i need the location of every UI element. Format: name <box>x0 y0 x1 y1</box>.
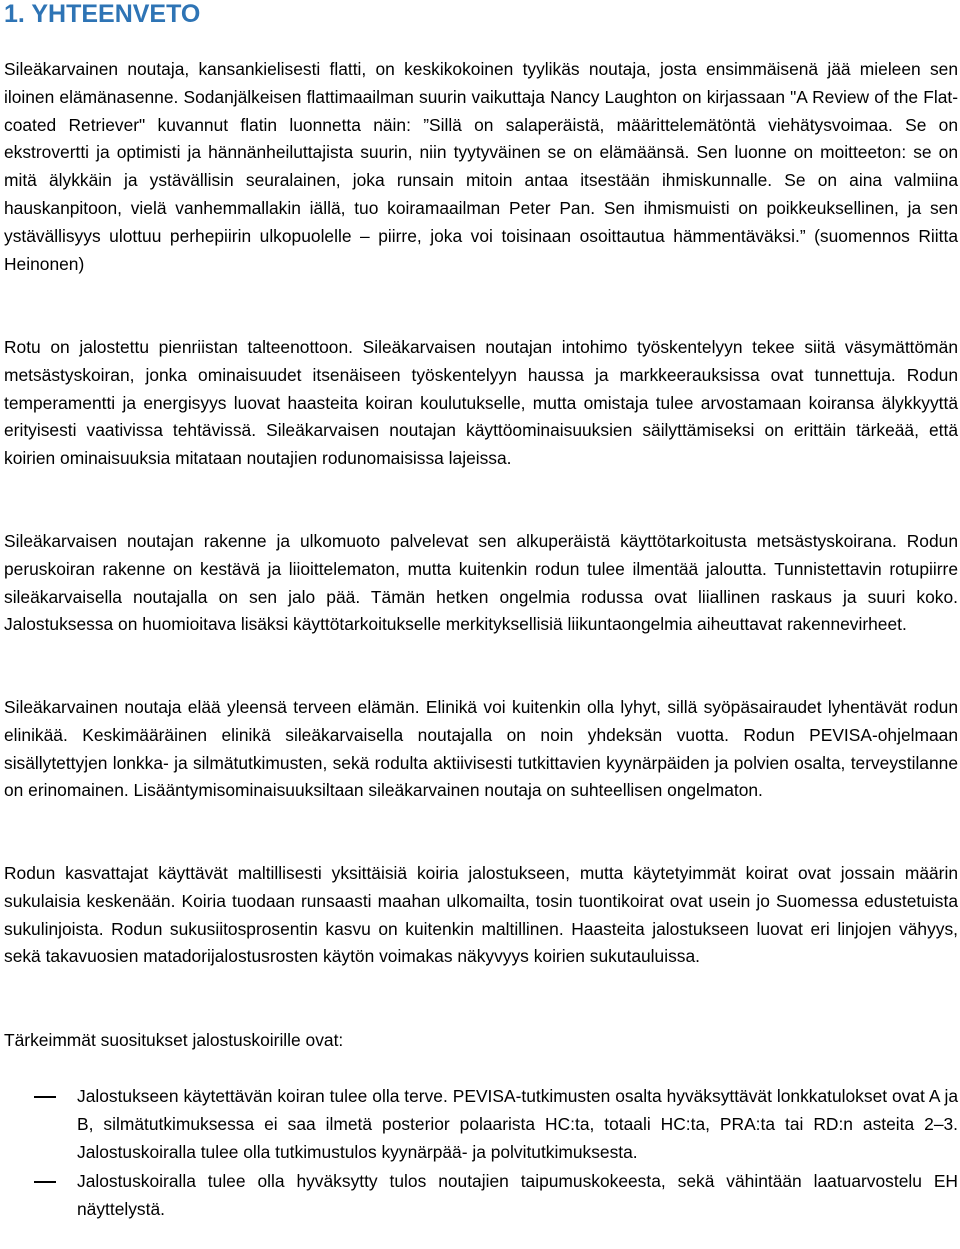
paragraph-temperament: Sileäkarvainen noutaja, kansankielisesti flatti, on keskikokoinen tyylikäs noutaja, josta ensimmäisenä jää mieleen sen iloinen elämänasenne. Sodanjälkeisen flattimaailman suurin vaikuttaja Nancy Laughton on kirjassaan "A Review of the Flat-coated Retriever" kuvannut flatin luonnetta näin: ”Sillä on salaperäistä, määrittelemätöntä viehätysvoimaa. Se on ekstrovertti ja optimisti ja hännänheiluttajista suurin, niin tyytyväinen se on elämäänsä. Sen luonne on moitteeton: se on mitä älykkäin ja ystävällisin seuralainen, joka runsain mitoin antaa itsestään ihmiskunnalle. Se on aina valmiina hauskanpitoon, vielä vanhemmallakin iällä, tuo koiramaailman Peter Pan. Sen ihmismuisti on poikkeuksellinen, ja sen ystävällisyys ulottuu perhepiirin ulkopuolelle – piirre, joka voi toisinaan osoittautua hämmentäväksi.” (suomennos Riitta Heinonen) <box>4 59 958 274</box>
list-item-text: Jalostukseen käytettävän koiran tulee olla terve. PEVISA-tutkimusten osalta hyväksyttävät lonkkatulokset ovat A ja B, silmätutkimuksessa ei saa ilmetä posterior polaarista HC:ta, totaali HC:ta, PRA:ta tai RD:n asteita 2–3. Jalostuskoiralla tulee olla tutkimustulos kyynärpää- ja polvitutkimuksesta. <box>77 1086 958 1162</box>
paragraph-breeding: Rodun kasvattajat käyttävät maltillisesti yksittäisiä koiria jalostukseen, mutta käytetyimmät koirat ovat jossain määrin sukulaisia keskenään. Koiria tuodaan runsaasti maahan ulkomailta, tosin tuontikoirat ovat usein jo Suomessa edustetuista sukulinjoista. Rodun sukusiitosprosentin kasvu on kuitenkin maltillinen. Haasteita jalostukseen luovat eri linjojen vähyys, sekä takavuosien matadorijalostusrosten käytön voimakas näkyvyys koirien sukutauluissa. <box>4 863 958 967</box>
paragraph-health: Sileäkarvainen noutaja elää yleensä terveen elämän. Elinikä voi kuitenkin olla lyhyt, sillä syöpäsairaudet lyhentävät rodun elinikää. Keskimääräinen elinikä sileäkarvaisella noutajalla on noin yhdeksän vuotta. Rodun PEVISA-ohjelmaan sisällytettyjen lonkka- ja silmätutkimusten, sekä rodulta aktiivisesti tutkittavien kyynärpäiden ja polvien osalta, terveystilanne on erinomainen. Lisääntymisominaisuuksiltaan sileäkarvainen noutaja on suhteellisen ongelmaton. <box>4 697 958 801</box>
section-heading: 1. YHTEENVETO <box>4 0 201 28</box>
paragraph-recommendations-intro: Tärkeimmät suositukset jalostuskoirille ovat: <box>4 1030 344 1050</box>
recommendations-list <box>4 1083 958 1224</box>
paragraph-hunting-use: Rotu on jalostettu pienriistan talteenottoon. Sileäkarvaisen noutajan intohimo työskentelyyn tekee siitä väsymättömän metsästyskoiran, jonka ominaisuudet itsenäiseen työskentelyyn haussa ja markkeerauksissa ovat tunnettuja. Rodun temperamentti ja energisyys luovat haasteita koiran koulutukselle, mutta omistaja tulee arvostamaan koiransa älykkyyttä erityisesti vaativissa tehtävissä. Sileäkarvaisen noutajan käyttöominaisuuksien säilyttämiseksi on erittäin tärkeää, että koirien ominaisuuksia mitataan noutajien rodunomaisissa lajeissa. <box>4 337 958 469</box>
dash-bullet-icon <box>34 1181 56 1183</box>
list-item <box>4 1168 958 1224</box>
list-item <box>4 1083 958 1166</box>
list-item-text: Jalostuskoiralla tulee olla hyväksytty tulos noutajien taipumuskokeesta, sekä vähintään laatuarvostelu EH näyttelystä. <box>77 1171 958 1220</box>
dash-bullet-icon <box>34 1096 56 1098</box>
paragraph-structure: Sileäkarvaisen noutajan rakenne ja ulkomuoto palvelevat sen alkuperäistä käyttötarkoitusta metsästyskoirana. Rodun peruskoiran rakenne on kestävä ja liioittelematon, mutta kuitenkin rodun tulee ilmentää jaloutta. Tunnistettavin rotupiirre sileäkarvaisella noutajalla on sen jalo pää. Tämän hetken ongelmia rodussa ovat liiallinen raskaus ja suuri koko. Jalostuksessa on huomioitava lisäksi käyttötarkoitukselle merkityksellisiä liikuntaongelmia aiheuttavat rakennevirheet. <box>4 531 958 635</box>
